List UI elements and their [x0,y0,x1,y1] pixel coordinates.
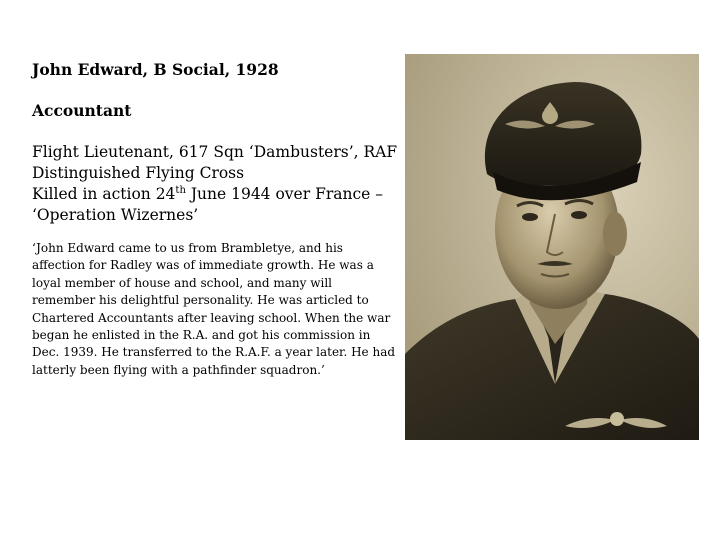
portrait-photo [405,54,699,440]
obituary-quote: ‘John Edward came to us from Brambletye, and his affection for Radley was of immediate growth. He was a loyal member of house and school, and many will remember his delightful personality. He was articled to Chartered Accountants after leaving school. When the war began he enlisted in the R.A. and got his commission in Dec. 1939. He transferred to the R.A.F. a year later. He had latterly been flying with a pathfinder squadron.’ [32,241,396,377]
kia-date-ordinal: th [175,185,186,196]
operation-line: ‘Operation Wizernes’ [32,206,199,224]
portrait-illustration [405,54,699,440]
killed-in-action-line [32,184,397,205]
decoration-line: Distinguished Flying Cross [32,164,245,182]
text-column [32,60,397,379]
page-title: John Edward, B Social, 1928 [32,60,279,79]
kia-date-prefix: Killed in action 24 [32,185,176,203]
occupation-heading: Accountant [32,101,132,120]
rank-squadron-line: Flight Lieutenant, 617 Sqn ‘Dambusters’, RAF [32,143,398,161]
kia-date-suffix: June 1944 over France – [185,185,383,203]
service-record [32,142,397,226]
